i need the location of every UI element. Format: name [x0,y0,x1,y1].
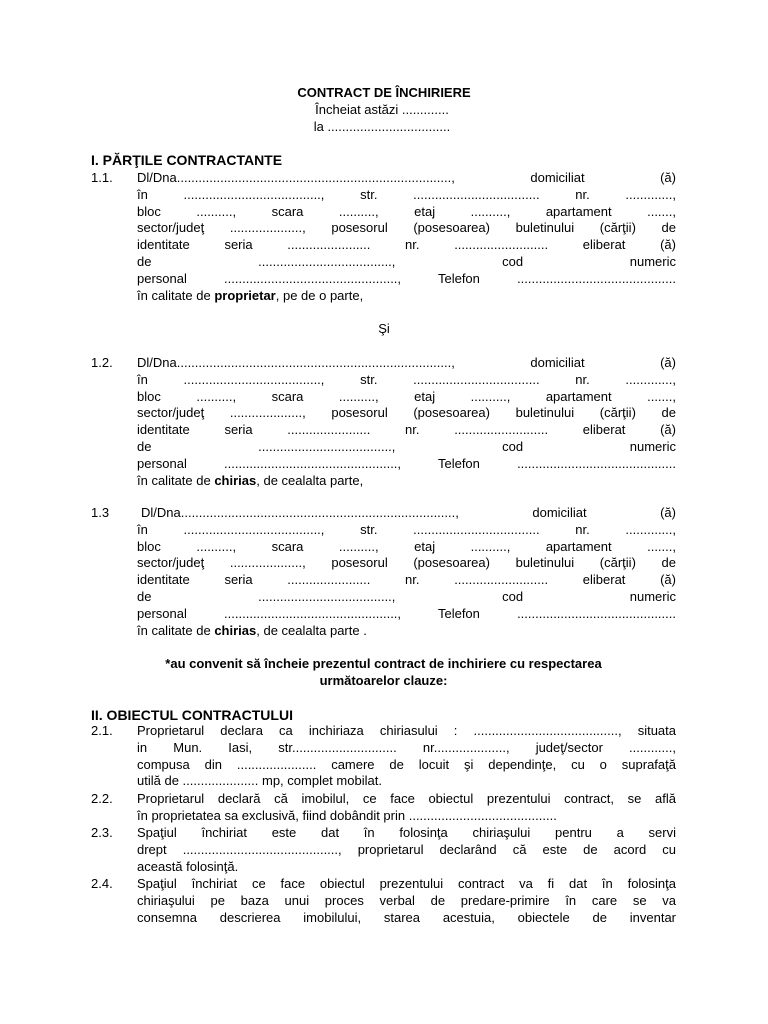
clause-line: Spaţiul închiriat este dat în folosinţa chiriaşului pentru a servi [137,825,676,840]
role-name: chirias [214,622,257,638]
clause-number: 2.2. [91,791,113,806]
party-line: Dl/Dna............................................................................, domiciliat (ă) [141,505,676,520]
clause-number: 2.4. [91,876,113,891]
party-line: bloc .........., scara .........., etaj .........., apartament ......., [137,203,676,219]
party-1-2-number: 1.2. [91,355,113,370]
party-line: de ....................................., cod numeric [137,253,676,269]
role-prefix: în calitate de [137,472,215,488]
party-line: Dl/Dna............................................................................, domiciliat (ă) [137,170,676,185]
party-line: sector/judeţ ...................., posesorul (posesoarea) buletinului (cărţii) de [137,555,676,571]
clause-line: consemna descrierea imobilului, starea acestuia, obiectele de inventar [137,909,676,925]
clause-2-4 [91,876,676,926]
clause-line: utilă de ..................... mp, complet mobilat. [137,773,382,789]
conjunction-and: Şi [378,321,390,336]
role-name: chirias [214,472,257,488]
party-1-1-number: 1.1. [91,170,113,185]
party-line: personal ................................................, Telefon ............................................ [137,455,676,471]
clause-2-1 [91,723,676,790]
agreement-note-line-2: următoarelor clauze: [319,672,448,688]
clause-line: Proprietarul declara ca inchiriaza chiriasului : ........................................, situata [137,723,676,738]
concluded-date-line: Încheiat astăzi ............. [315,101,449,117]
party-1-2 [91,355,676,489]
party-line: personal ................................................, Telefon ............................................ [137,605,676,621]
party-line: sector/judeţ ...................., posesorul (posesoarea) buletinului (cărţii) de [137,220,676,236]
agreement-note [91,656,676,690]
party-line: personal ................................................, Telefon ............................................ [137,270,676,286]
role-name: proprietar [214,287,276,303]
clause-number: 2.1. [91,723,113,738]
party-line: Dl/Dna............................................................................, domiciliat (ă) [137,355,676,370]
party-line: în ......................................, str. ................................... nr. ............., [137,521,676,537]
party-1-3-number: 1.3 [91,505,110,520]
clause-line: compusa din ...................... camere de locuit şi dependinţe, cu o suprafaţă [137,756,676,772]
contract-title: CONTRACT DE ÎNCHIRIERE [297,85,471,100]
place-line: la .................................. [313,118,451,134]
party-line: în ......................................, str. ................................... nr. ............., [137,371,676,387]
party-1-1 [91,170,676,304]
party-line: bloc .........., scara .........., etaj .........., apartament ......., [137,538,676,554]
clause-2-2 [91,791,676,825]
agreement-note-line-1: *au convenit să încheie prezentul contract de inchiriere cu respectarea [165,656,602,671]
party-line: identitate seria ....................... nr. .......................... eliberat (ă) [137,237,676,253]
clause-number: 2.3. [91,825,113,840]
party-line: identitate seria ....................... nr. .......................... eliberat (ă) [137,572,676,588]
party-role-line [137,288,676,305]
party-1-3 [91,505,676,639]
contract-header [0,85,768,135]
role-suffix: , de cealalta parte . [256,622,367,638]
clause-2-3 [91,825,676,875]
clause-line: această folosinţă. [137,858,239,874]
party-line: bloc .........., scara .........., etaj .........., apartament ......., [137,388,676,404]
party-line: sector/judeţ ...................., posesorul (posesoarea) buletinului (cărţii) de [137,405,676,421]
clause-line: Proprietarul declară că imobilul, ce face obiectul prezentului contract, se află [137,791,676,806]
party-line: în ......................................, str. ................................... nr. ............., [137,186,676,202]
clause-line: în proprietatea sa exclusivă, fiind dobândit prin ......................................... [137,807,557,823]
clause-line: in Mun. Iasi, str............................. nr...................., judeţ/sector ............, [137,739,676,755]
role-suffix: , de cealalta parte, [256,472,364,488]
party-line: de ....................................., cod numeric [137,588,676,604]
clause-line: chiriaşului pe baza unui proces verbal de predare-primire în care se va [137,892,676,908]
clause-line: Spaţiul închiriat ce face obiectul prezentului contract va fi dat în folosinţa [137,876,676,891]
role-prefix: în calitate de [137,622,215,638]
section-1-heading: I. PĂRŢILE CONTRACTANTE [91,152,283,168]
party-line: identitate seria ....................... nr. .......................... eliberat (ă) [137,422,676,438]
role-prefix: în calitate de [137,287,215,303]
party-role-line [137,473,676,490]
section-2-heading: II. OBIECTUL CONTRACTULUI [91,707,293,723]
party-line: de ....................................., cod numeric [137,438,676,454]
party-role-line [137,623,676,640]
clause-line: drept ..........................................., proprietarul declarând că este de acord cu [137,841,676,857]
role-suffix: , pe de o parte, [275,287,364,303]
